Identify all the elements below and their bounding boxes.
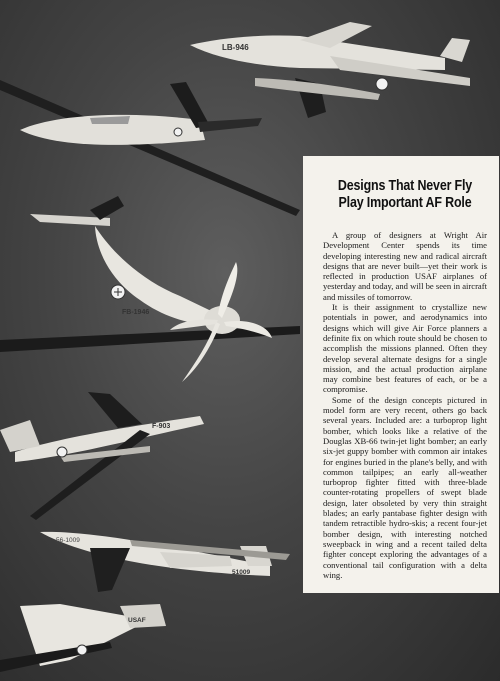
article-body (323, 230, 487, 580)
delta-fighter-model (0, 604, 166, 672)
headline-line-1: Designs That Never Fly (337, 178, 473, 194)
four-jet-bomber-model (40, 532, 290, 592)
article-paragraph-1: A group of designers at Wright Air Development Center spends its time developing interesting new and radical aircraft designs that are never built—yet their work is reflected in production USAF airplanes of yesterday and today, and will be seen in aircraft and missiles of tomorrow. (323, 230, 487, 302)
headline-line-2: Play Important AF Role (338, 195, 472, 211)
tail-code-label: FB-1946 (122, 309, 150, 316)
turboprop-bomber-model (190, 22, 470, 118)
article-panel (303, 156, 499, 593)
tail-code-label: 56-1009 (56, 537, 80, 544)
tail-code-label: 51009 (232, 569, 251, 576)
article-paragraph-3: Some of the design concepts pictured in model form are very recent, others go back several years. Included are: a turboprop light bomber, which looks like a relative of the Douglas XB-66 twin-jet light bomber; an early six-jet guppy bomber with common air intakes for engines buried in the plane's belly, and with common tailpipes; an early all-weather turboprop fighter fitted with three-blade counter-rotating propellers of swept blade design, later obsoleted by very thin straight blades; an early pantabase fighter design with tandem retractible hydro-skis; a recent four-jet bomber design, with interesting notched sweepback in wing and a recent tailed delta fighter concept exploring the advantages of a conventional tail configuration with a delta wing. (323, 394, 487, 580)
article-headline (334, 178, 475, 212)
guppy-bomber-model (0, 80, 300, 216)
wing-marking: USAF (128, 617, 146, 624)
article-paragraph-2: It is their assignment to crystallize new potentials in power, and aerodynamics into designs which will give Air Force planners a definite fix on which route should be chosen to accomplish the missions planned. Often they develop several alternate designs for a single mission, and the actual production airplane may combine best features of each, or be a compromise. (323, 302, 487, 395)
tail-code-label: LB-946 (222, 43, 249, 52)
turboprop-fighter-model (0, 196, 300, 382)
pantabase-fighter-model (0, 392, 204, 520)
tail-code-label: F-903 (152, 423, 171, 430)
